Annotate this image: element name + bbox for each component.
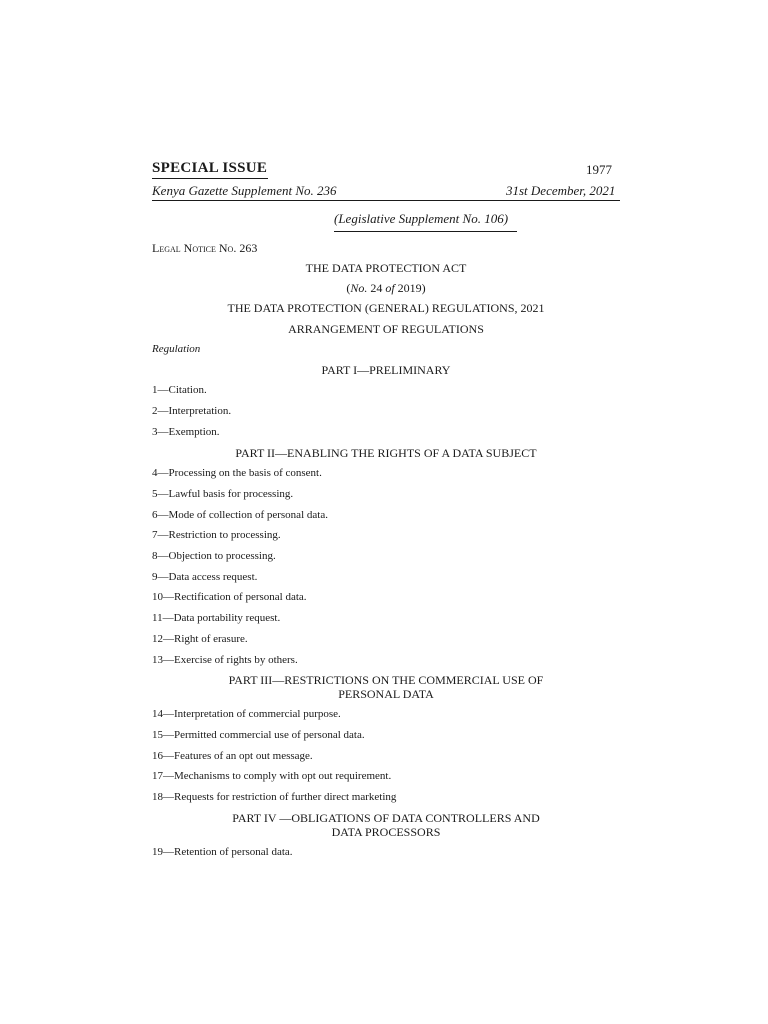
legislative-supplement-underline xyxy=(334,231,517,232)
page-number: 1977 xyxy=(586,162,612,177)
list-item: 11—Data portability request. xyxy=(152,612,281,624)
list-item: 15—Permitted commercial use of personal data. xyxy=(152,729,365,741)
list-item: 13—Exercise of rights by others. xyxy=(152,654,298,666)
part-heading-line1: PART IV —OBLIGATIONS OF DATA CONTROLLERS AND xyxy=(232,811,540,825)
part-heading-line1: PART III—RESTRICTIONS ON THE COMMERCIAL USE OF xyxy=(228,673,544,687)
special-issue-title: SPECIAL ISSUE xyxy=(152,160,268,176)
list-item: 4—Processing on the basis of consent. xyxy=(152,467,322,479)
list-item: 3—Exemption. xyxy=(152,426,220,438)
list-item: 17—Mechanisms to comply with opt out requirement. xyxy=(152,770,392,782)
arrangement-title: ARRANGEMENT OF REGULATIONS xyxy=(288,322,484,336)
special-issue-underline xyxy=(152,178,268,179)
part-heading-line2: PERSONAL DATA xyxy=(338,687,434,701)
header-divider xyxy=(152,200,620,201)
act-number-of: of xyxy=(385,281,395,295)
list-item: 12—Right of erasure. xyxy=(152,633,248,645)
list-item: 19—Retention of personal data. xyxy=(152,846,293,858)
regulation-column-label: Regulation xyxy=(152,343,201,355)
part-heading: PART I—PRELIMINARY xyxy=(321,363,451,377)
act-number-no: No. xyxy=(350,281,368,295)
legislative-supplement: (Legislative Supplement No. 106) xyxy=(334,211,509,226)
list-item: 1—Citation. xyxy=(152,384,207,396)
list-item: 2—Interpretation. xyxy=(152,405,232,417)
act-number xyxy=(152,281,620,296)
list-item: 9—Data access request. xyxy=(152,571,258,583)
act-number-mid: 24 xyxy=(367,281,386,295)
list-item: 8—Objection to processing. xyxy=(152,550,276,562)
act-number-open: ( xyxy=(346,281,351,295)
list-item: 7—Restriction to processing. xyxy=(152,529,281,541)
part-heading: PART II—ENABLING THE RIGHTS OF A DATA SUBJECT xyxy=(235,446,537,460)
regulations-title: THE DATA PROTECTION (GENERAL) REGULATIONS, 2021 xyxy=(227,301,545,315)
act-title: THE DATA PROTECTION ACT xyxy=(305,261,467,275)
legal-notice-label: Legal Notice No. 263 xyxy=(152,241,258,255)
part-heading-line2: DATA PROCESSORS xyxy=(331,825,441,839)
act-number-year: 2019) xyxy=(394,281,426,295)
issue-date: 31st December, 2021 xyxy=(506,183,616,198)
list-item: 5—Lawful basis for processing. xyxy=(152,488,294,500)
list-item: 10—Rectification of personal data. xyxy=(152,591,307,603)
gazette-supplement: Kenya Gazette Supplement No. 236 xyxy=(152,183,337,198)
list-item: 14—Interpretation of commercial purpose. xyxy=(152,708,341,720)
list-item: 16—Features of an opt out message. xyxy=(152,750,313,762)
list-item: 18—Requests for restriction of further direct marketing xyxy=(152,791,397,803)
list-item: 6—Mode of collection of personal data. xyxy=(152,509,328,521)
